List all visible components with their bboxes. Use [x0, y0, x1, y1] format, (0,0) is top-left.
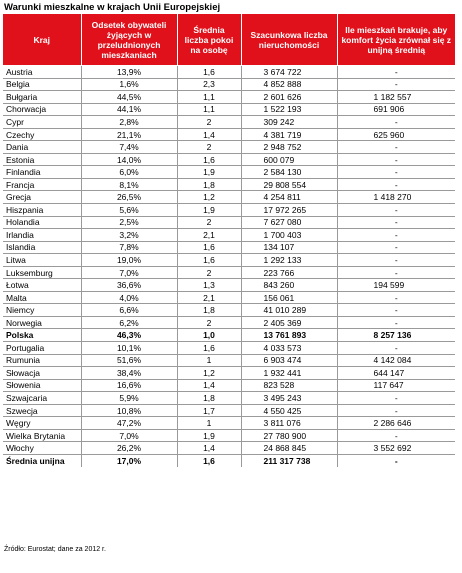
cell-rooms: 1,4: [177, 379, 241, 392]
cell-rooms: 1,6: [177, 454, 241, 466]
cell-country: Rumunia: [3, 354, 81, 367]
cell-country: Szwajcaria: [3, 392, 81, 405]
cell-overcrowding: 44,5%: [81, 91, 177, 104]
cell-shortage: 625 960: [337, 128, 455, 141]
table-row: [3, 454, 455, 466]
cell-shortage: -: [337, 254, 455, 267]
cell-country: Dania: [3, 141, 81, 154]
cell-overcrowding: 44,1%: [81, 103, 177, 116]
cell-rooms: 1,9: [177, 166, 241, 179]
cell-rooms: 2,1: [177, 291, 241, 304]
cell-rooms: 2: [177, 141, 241, 154]
cell-country: Szwecja: [3, 404, 81, 417]
cell-rooms: 2: [177, 316, 241, 329]
cell-rooms: 1,1: [177, 103, 241, 116]
cell-country: Polska: [3, 329, 81, 342]
cell-shortage: 2 286 646: [337, 417, 455, 430]
header-row: [3, 14, 455, 66]
table-row: [3, 78, 455, 91]
table-row: [3, 204, 455, 217]
table-row: [3, 128, 455, 141]
cell-country: Hiszpania: [3, 204, 81, 217]
table-row: [3, 191, 455, 204]
cell-overcrowding: 7,8%: [81, 241, 177, 254]
cell-rooms: 1,6: [177, 153, 241, 166]
cell-shortage: -: [337, 216, 455, 229]
cell-country: Luksemburg: [3, 266, 81, 279]
cell-country: Wielka Brytania: [3, 429, 81, 442]
table-row: [3, 153, 455, 166]
cell-properties: 3 674 722: [241, 66, 337, 79]
cell-overcrowding: 16,6%: [81, 379, 177, 392]
cell-rooms: 1,6: [177, 241, 241, 254]
cell-rooms: 1,2: [177, 367, 241, 380]
cell-shortage: -: [337, 141, 455, 154]
cell-rooms: 1,6: [177, 66, 241, 79]
cell-shortage: -: [337, 229, 455, 242]
cell-country: Estonia: [3, 153, 81, 166]
table-row: [3, 316, 455, 329]
table-row: [3, 429, 455, 442]
cell-country: Słowacja: [3, 367, 81, 380]
table-row: [3, 354, 455, 367]
table-row: [3, 229, 455, 242]
cell-country: Średnia unijna: [6, 455, 65, 466]
cell-shortage: -: [337, 178, 455, 191]
cell-country: Malta: [3, 291, 81, 304]
table-row: [3, 241, 455, 254]
table-row: [3, 342, 455, 355]
cell-country: Finlandia: [3, 166, 81, 179]
cell-shortage: -: [337, 266, 455, 279]
cell-properties: 223 766: [241, 266, 337, 279]
table-row: [3, 141, 455, 154]
cell-shortage: -: [337, 316, 455, 329]
cell-country: Węgry: [3, 417, 81, 430]
cell-overcrowding: 7,4%: [81, 141, 177, 154]
cell-rooms: 1,8: [177, 178, 241, 191]
cell-rooms: 1,8: [177, 304, 241, 317]
cell-properties: 7 627 080: [241, 216, 337, 229]
cell-rooms: 1,7: [177, 404, 241, 417]
cell-properties: 6 903 474: [241, 354, 337, 367]
cell-properties: 3 495 243: [241, 392, 337, 405]
cell-overcrowding: 6,2%: [81, 316, 177, 329]
cell-properties: 600 079: [241, 153, 337, 166]
cell-properties: 2 405 369: [241, 316, 337, 329]
table-row: [3, 404, 455, 417]
cell-rooms: 1,6: [177, 254, 241, 267]
cell-overcrowding: 51,6%: [81, 354, 177, 367]
cell-shortage: -: [337, 241, 455, 254]
cell-country: Belgia: [3, 78, 81, 91]
cell-rooms: 1: [177, 354, 241, 367]
cell-shortage: -: [337, 429, 455, 442]
cell-country: Grecja: [3, 191, 81, 204]
table-row: [3, 91, 455, 104]
header-rooms: Średnia liczba pokoi na osobę: [177, 14, 241, 66]
table-row: [3, 329, 455, 342]
cell-country: Austria: [3, 66, 81, 79]
cell-overcrowding: 3,2%: [81, 229, 177, 242]
cell-properties: 4 033 573: [241, 342, 337, 355]
cell-overcrowding: 46,3%: [81, 329, 177, 342]
cell-shortage: 3 552 692: [337, 442, 455, 455]
cell-overcrowding: 6,6%: [81, 304, 177, 317]
table-row: [3, 103, 455, 116]
cell-overcrowding: 19,0%: [81, 254, 177, 267]
cell-rooms: 1,9: [177, 429, 241, 442]
cell-properties: 29 808 554: [241, 178, 337, 191]
cell-shortage: -: [337, 116, 455, 129]
table-row: [3, 254, 455, 267]
cell-overcrowding: 10,1%: [81, 342, 177, 355]
table-header: [3, 14, 455, 66]
cell-shortage: 194 599: [337, 279, 455, 292]
cell-country: Bułgaria: [3, 91, 81, 104]
cell-rooms: 2: [177, 216, 241, 229]
header-properties: Szacunkowa liczba nieruchomości: [241, 14, 337, 66]
housing-table: [3, 14, 455, 467]
cell-properties: 1 932 441: [241, 367, 337, 380]
cell-rooms: 1,3: [177, 279, 241, 292]
cell-shortage: 8 257 136: [337, 329, 455, 342]
cell-properties: 4 550 425: [241, 404, 337, 417]
table-row: [3, 367, 455, 380]
cell-properties: 13 761 893: [241, 329, 337, 342]
header-shortage: Ile mieszkań brakuje, aby komfort życia zrównał się z unijną średnią: [337, 14, 455, 66]
cell-country: Włochy: [3, 442, 81, 455]
cell-properties: 1 292 133: [241, 254, 337, 267]
table-row: [3, 116, 455, 129]
cell-shortage: 644 147: [337, 367, 455, 380]
cell-properties: 211 317 738: [241, 454, 337, 466]
cell-properties: 41 010 289: [241, 304, 337, 317]
cell-properties: 843 260: [241, 279, 337, 292]
cell-shortage: -: [337, 166, 455, 179]
cell-overcrowding: 8,1%: [81, 178, 177, 191]
table-row: [3, 417, 455, 430]
cell-properties: 2 601 626: [241, 91, 337, 104]
cell-overcrowding: 6,0%: [81, 166, 177, 179]
cell-shortage: -: [337, 304, 455, 317]
cell-properties: 2 584 130: [241, 166, 337, 179]
cell-rooms: 1,4: [177, 442, 241, 455]
cell-overcrowding: 2,8%: [81, 116, 177, 129]
cell-country: Francja: [3, 178, 81, 191]
cell-shortage: 117 647: [337, 379, 455, 392]
table-row: [3, 66, 455, 79]
cell-properties: 309 242: [241, 116, 337, 129]
cell-overcrowding: 1,6%: [81, 78, 177, 91]
cell-shortage: -: [337, 454, 455, 466]
table-body: [3, 66, 455, 467]
cell-rooms: 1: [177, 417, 241, 430]
cell-properties: 2 948 752: [241, 141, 337, 154]
cell-overcrowding: 13,9%: [81, 66, 177, 79]
cell-overcrowding: 10,8%: [81, 404, 177, 417]
table-title: Warunki mieszkalne w krajach Unii Europejskiej: [4, 2, 221, 13]
cell-country: Norwegia: [3, 316, 81, 329]
cell-properties: 17 972 265: [241, 204, 337, 217]
cell-rooms: 1,4: [177, 128, 241, 141]
header-country: Kraj: [3, 14, 81, 66]
cell-overcrowding: 7,0%: [81, 429, 177, 442]
cell-overcrowding: 5,6%: [81, 204, 177, 217]
cell-overcrowding: 14,0%: [81, 153, 177, 166]
cell-properties: 4 852 888: [241, 78, 337, 91]
cell-properties: 823 528: [241, 379, 337, 392]
cell-overcrowding: 38,4%: [81, 367, 177, 380]
cell-shortage: 1 182 557: [337, 91, 455, 104]
cell-properties: 24 868 845: [241, 442, 337, 455]
cell-overcrowding: 7,0%: [81, 266, 177, 279]
cell-rooms: 1,6: [177, 342, 241, 355]
cell-overcrowding: 4,0%: [81, 291, 177, 304]
header-overcrowding: Odsetek obywateli żyjących w przeludnionych mieszkaniach: [81, 14, 177, 66]
cell-overcrowding: 26,2%: [81, 442, 177, 455]
cell-country: Portugalia: [3, 342, 81, 355]
table-row: [3, 304, 455, 317]
cell-properties: 1 700 403: [241, 229, 337, 242]
cell-rooms: 2,3: [177, 78, 241, 91]
cell-shortage: -: [337, 342, 455, 355]
table-row: [3, 379, 455, 392]
cell-properties: 1 522 193: [241, 103, 337, 116]
cell-shortage: -: [337, 291, 455, 304]
cell-properties: 27 780 900: [241, 429, 337, 442]
cell-shortage: 1 418 270: [337, 191, 455, 204]
cell-rooms: 1,2: [177, 191, 241, 204]
table-row: [3, 216, 455, 229]
cell-country: Słowenia: [3, 379, 81, 392]
cell-country: Chorwacja: [3, 103, 81, 116]
cell-country: Czechy: [3, 128, 81, 141]
table-row: [3, 291, 455, 304]
cell-shortage: 691 906: [337, 103, 455, 116]
cell-properties: 4 254 811: [241, 191, 337, 204]
cell-overcrowding: 36,6%: [81, 279, 177, 292]
cell-properties: 156 061: [241, 291, 337, 304]
cell-rooms: 1,9: [177, 204, 241, 217]
source-note: Źródło: Eurostat; dane za 2012 r.: [4, 546, 106, 553]
cell-country: Litwa: [3, 254, 81, 267]
cell-shortage: 4 142 084: [337, 354, 455, 367]
cell-rooms: 2: [177, 266, 241, 279]
cell-shortage: -: [337, 404, 455, 417]
table-row: [3, 442, 455, 455]
table-row: [3, 166, 455, 179]
cell-shortage: -: [337, 153, 455, 166]
cell-country: Holandia: [3, 216, 81, 229]
cell-rooms: 2: [177, 116, 241, 129]
table-row: [3, 178, 455, 191]
cell-overcrowding: 26,5%: [81, 191, 177, 204]
cell-overcrowding: 47,2%: [81, 417, 177, 430]
table-row: [3, 392, 455, 405]
table-row: [3, 279, 455, 292]
cell-overcrowding: 21,1%: [81, 128, 177, 141]
cell-country: Cypr: [3, 116, 81, 129]
cell-shortage: -: [337, 392, 455, 405]
cell-rooms: 1,8: [177, 392, 241, 405]
cell-rooms: 1,0: [177, 329, 241, 342]
cell-properties: 4 381 719: [241, 128, 337, 141]
cell-properties: 134 107: [241, 241, 337, 254]
cell-country: Niemcy: [3, 304, 81, 317]
cell-properties: 3 811 076: [241, 417, 337, 430]
cell-country: Łotwa: [3, 279, 81, 292]
cell-overcrowding: 2,5%: [81, 216, 177, 229]
cell-overcrowding: 17,0%: [81, 454, 177, 466]
cell-overcrowding: 5,9%: [81, 392, 177, 405]
cell-rooms: 2,1: [177, 229, 241, 242]
cell-shortage: -: [337, 204, 455, 217]
cell-country: Irlandia: [3, 229, 81, 242]
table-row: [3, 266, 455, 279]
cell-country: Islandia: [3, 241, 81, 254]
cell-shortage: -: [337, 78, 455, 91]
cell-rooms: 1,1: [177, 91, 241, 104]
cell-shortage: -: [337, 66, 455, 79]
